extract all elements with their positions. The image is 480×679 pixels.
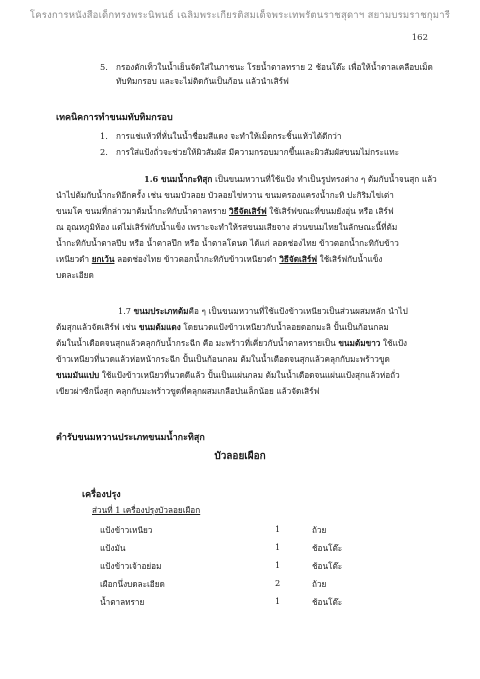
ingredient-qty: 1	[275, 542, 281, 552]
running-header: โครงการหนังสือเด็กทรงพระนิพนธ์ เฉลิมพระเกียรติสมเด็จพระเทพรัตนราชสุดาฯ สยามบรมราชกุมารี	[29, 10, 451, 21]
section-1-7-line-2	[56, 322, 389, 333]
section-1-6-line-6	[56, 254, 382, 265]
technique-1-number: 1.	[100, 131, 108, 141]
serving-method-label-2: วิธีจัดเสิร์ฟ	[279, 254, 318, 264]
ingredient-qty: 1	[275, 560, 281, 570]
section-1-6-line-3	[56, 206, 394, 217]
section-1-7-line-2-a: ต้มสุกแล้วจัดเสิร์ฟ เช่น	[56, 322, 137, 332]
section-1-6-line-4: ณ อุณหภูมิห้อง แต่ไม่เสิร์ฟกับน้ำแข็ง เพราะจะทำให้รสขนมเสียจาง ส่วนขนมไทยในลักษณะนี้ที่ต้ม	[56, 222, 398, 232]
ingredient-unit: ถ้วย	[312, 525, 327, 535]
section-1-7-line-3-c: ใช้แป้ง	[383, 338, 408, 348]
ingredient-name: แป้งมัน	[100, 543, 126, 553]
section-1-7-line-6: เขียวผ่าซีกนึ่งสุก คลุกกับมะพร้าวขูดที่คลุกผสมเกลือป่นเล็กน้อย แล้วจัดเสิร์ฟ	[56, 386, 320, 396]
section-1-7-number: 1.7	[118, 306, 132, 316]
ingredient-row	[100, 560, 360, 572]
ingredient-unit: ช้อนโต๊ะ	[312, 543, 343, 553]
khanom-man-paep-term: ขนมมันแปบ	[56, 370, 100, 380]
step-5-line-1: กรองตักเท็วในน้ำเย็นจัดใส่ในภาชนะ โรยน้ำตาลทราย 2 ช้อนโต๊ะ เพื่อให้น้ำตาลเคลือบเม็ด	[116, 62, 433, 72]
step-5-line-2: ทับทิมกรอบ และจะไม่ติดกันเป็นก้อน แล้วนำเสิร์ฟ	[116, 76, 289, 86]
section-1-6-line-3-a: ขนมโค ขนมที่กล่าวมาต้มน้ำกะทิกับน้ำตาลทราย	[56, 206, 227, 216]
section-1-6-line-1	[144, 174, 437, 185]
section-1-7-line-5	[56, 370, 400, 381]
section-1-6-line-2: นำไปต้มกับน้ำกะทิอีกครั้ง เช่น ขนมบัวลอย บัวลอยไข่หวาน ขนมครองแครงน้ำกะทิ ปะกิริมไข่เต่า	[56, 190, 394, 200]
section-1-6-line-6-c: ลอดช่องไทย ข้าวตอกน้ำกะทิกับข้าวเหนียวดำ	[117, 254, 277, 264]
section-1-7-line-4: ข้าวเหนียวที่นวดแล้วห่อหน้ากระฉีก ปั้นเป็นก้อนกลม ต้มในน้ำเดือดจนสุกแล้วคลุกกับมะพร้าวขูด	[56, 354, 390, 364]
ingredients-subheading: ส่วนที่ 1 เครื่องปรุงบัวลอยเผือก	[92, 505, 201, 515]
ingredient-unit: ช้อนโต๊ะ	[312, 597, 343, 607]
section-1-6-line-1-text: เป็นขนมหวานที่ใช้แป้ง ทำเป็นรูปทรงต่าง ๆ ต้มกับน้ำจนสุก แล้ว	[214, 174, 437, 184]
section-1-6-line-3-c: ใช้เสิร์ฟขณะที่ขนมยังอุ่น หรือ เสิร์ฟ	[269, 206, 394, 216]
section-1-6-number: 1.6	[144, 174, 159, 184]
ingredient-row	[100, 578, 360, 590]
ingredient-qty: 1	[275, 596, 281, 606]
section-1-6-line-6-a: เหนียวดำ	[56, 254, 90, 264]
ingredient-row	[100, 542, 360, 554]
ingredient-name: แป้งข้าวเหนียว	[100, 525, 153, 535]
ingredient-qty: 2	[275, 578, 281, 588]
section-1-7-line-3	[56, 338, 407, 349]
page-number: 162	[411, 33, 428, 43]
ingredient-name: น้ำตาลทราย	[100, 597, 145, 607]
section-1-7-line-2-c: โดยนวดแป้งข้าวเหนียวกับน้ำลอยดอกมะลิ ปั้นเป็นก้อนกลม	[183, 322, 389, 332]
section-1-6-line-6-e: ใช้เสิร์ฟกับน้ำแข็ง	[319, 254, 383, 264]
khanom-tom-daeng-term: ขนมต้มแดง	[138, 322, 181, 332]
ingredient-row	[100, 596, 360, 608]
section-1-7-line-3-a: ต้มในน้ำเดือดจนสุกแล้วคลุกกับน้ำกระฉีก คือ มะพร้าวที่เคี่ยวกับน้ำตาลทรายเป็น	[56, 338, 336, 348]
section-1-7-line-1-text: คือ ๆ เป็นขนมหวานที่ใช้แป้งข้าวเหนียวเป็นส่วนผสมหลัก นำไป	[188, 306, 408, 316]
ingredient-name: แป้งข้าวเจ้าอย่อม	[100, 561, 162, 571]
section-1-7-line-1	[118, 306, 408, 317]
section-1-7-term: ขนมประเภทต้ม	[133, 306, 189, 316]
recipe-heading: ตำรับขนมหวานประเภทขนมน้ำกะทิสุก	[56, 433, 205, 443]
except-label: ยกเว้น	[91, 254, 115, 264]
recipe-title: บัวลอยเผือก	[214, 451, 266, 462]
ingredient-unit: ช้อนโต๊ะ	[312, 561, 343, 571]
ingredient-unit: ถ้วย	[312, 579, 327, 589]
khanom-tom-khao-term: ขนมต้มขาว	[338, 338, 381, 348]
step-5-number: 5.	[100, 62, 108, 72]
section-1-6-line-7: บดละเอียด	[56, 270, 94, 280]
ingredient-qty: 1	[275, 524, 281, 534]
ingredient-name: เผือกนึ่งบดละเอียด	[100, 579, 165, 589]
ingredients-heading: เครื่องปรุง	[82, 490, 121, 500]
technique-1-text: การแช่แห้วที่หั่นในน้ำชื่อมสีแดง จะทำให้เม็ดกระชิ้นแห้วได้ดีกว่า	[116, 131, 342, 141]
serving-method-label: วิธีจัดเสิร์ฟ	[228, 206, 267, 216]
section-1-7-line-5-b: ใช้แป้งข้าวเหนียวที่นวดดีแล้ว ปั้นเป็นแผ่นกลม ต้มในน้ำเดือดจนแผ่นแป้งสุกแล้วห่อถั่ว	[101, 370, 400, 380]
technique-2-text: การใส่แป้งถั่วจะช่วยให้ผิวสัมผัส มีความกรอบมากขึ้นและผิวสัมผัสขนมไม่กระแทะ	[116, 147, 399, 157]
technique-2-number: 2.	[100, 147, 108, 157]
ingredient-row	[100, 524, 360, 536]
section-1-6-line-5: น้ำกะทิกับน้ำตาลปีบ หรือ น้ำตาลปึก หรือ น้ำตาลโตนด ได้แก่ ลอดช่องไทย ข้าวตอกน้ำกะทิกับข้าว	[56, 238, 399, 248]
section-1-6-term: ขนมน้ำกะทิสุก	[160, 174, 213, 184]
techniques-heading: เทคนิคการทำขนมทับทิมกรอบ	[56, 113, 173, 123]
